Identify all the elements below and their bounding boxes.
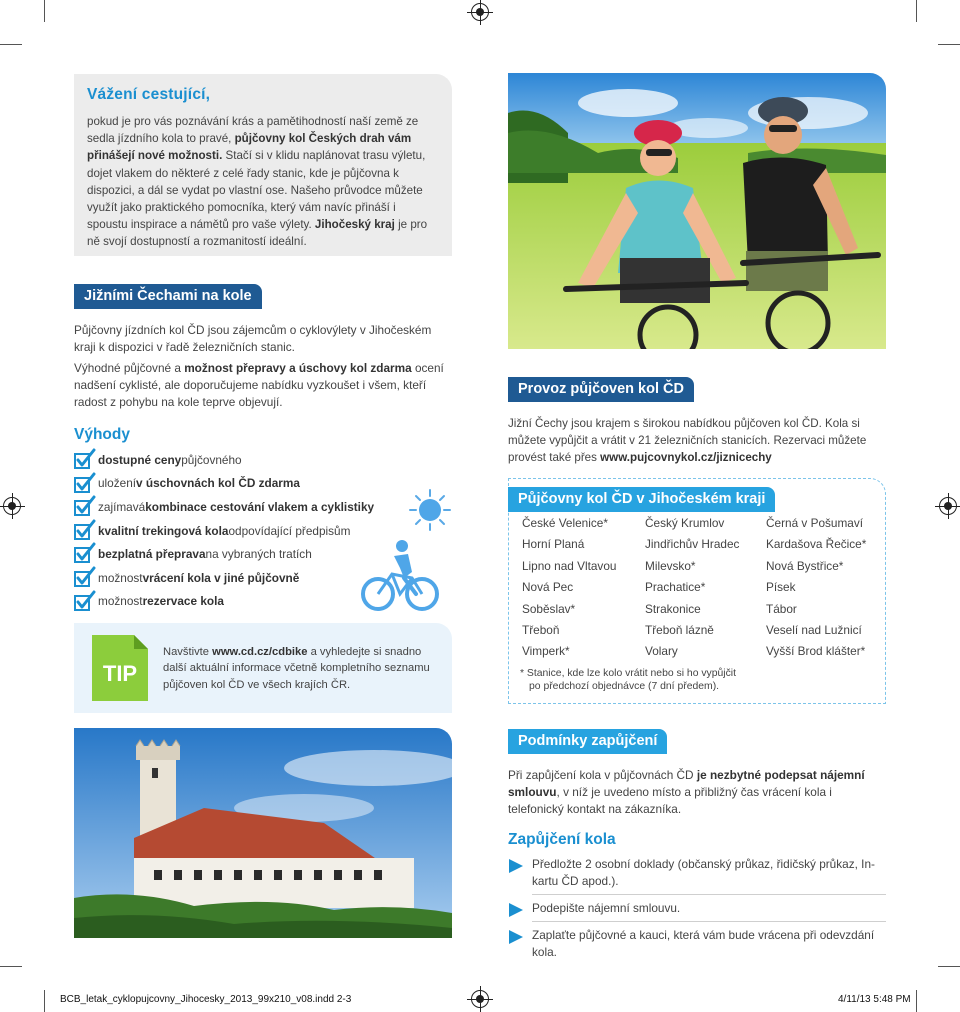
section-tag-operation: Provoz půjčoven kol ČD [508, 377, 694, 402]
crop-mark [0, 966, 22, 967]
castle-photo [74, 728, 452, 938]
tip-icon [92, 635, 148, 701]
benefit-item: možnost vrácení kola v jiné půjčovně [74, 566, 404, 590]
registration-mark [471, 3, 489, 21]
checkmark-icon [74, 590, 96, 612]
registration-mark [939, 497, 957, 515]
registration-mark [3, 497, 21, 515]
checkmark-icon [74, 566, 96, 588]
benefit-item: dostupné ceny půjčovného [74, 448, 404, 472]
rental-station: Horní Planá [522, 537, 585, 552]
section-tag-rentals: Půjčovny kol ČD v Jihočeském kraji [508, 487, 775, 512]
rental-station: Nová Pec [522, 580, 574, 595]
rental-station: Milevsko* [645, 558, 696, 573]
castle-illustration [74, 728, 452, 938]
section1-para2: Výhodné půjčovné a možnost přepravy a úschovy kol zdarma ocení nadšení cyklisté, ale doporučujeme nabídku vyzkoušet i všem, kteří radost z pohybu na kole teprve objevují. [74, 361, 444, 409]
reservation-link[interactable]: www.pujcovnykol.cz/jiznicechy [600, 451, 772, 464]
rental-station: Třeboň lázně [645, 623, 714, 637]
rental-station: Jindřichův Hradec [645, 537, 740, 552]
divider [532, 894, 886, 895]
cyclists-illustration [508, 73, 886, 349]
rental-station: Nová Bystřice* [766, 558, 844, 573]
footer-filename: BCB_letak_cyklopujcovny_Jihocesky_2013_99x210_v08.indd 2-3 [60, 994, 352, 1005]
section1-para1: Půjčovny jízdních kol ČD jsou zájemcům o cyklovýlety v Jihočeském kraji k dispozici v řadě železničních stanic. [74, 323, 432, 354]
rental-station: Prachatice* [645, 580, 706, 595]
greeting-text: pokud je pro vás poznávání krás a pamětihodností naší země ze sedla jízdního kola to pravé, půjčovny kol Českých drah vám přinášejí nové možnosti. Stačí si v klidu naplánovat trasu výletu, dojet vlakem do některé z celé řady stanic, kde je půjčovna k dispozici, a dál se vydat po vlastní ose. Našeho průvodce můžete využít jako praktického pomocníka, který vám navíc přináší i spoustu inspirace a námětů pro vaše výlety. Jihočeský kraj je pro ně svojí dostupností a rozmanitostí ideální. [87, 115, 428, 249]
cyclist-icon [360, 538, 440, 614]
benefit-item: možnost rezervace kola [74, 590, 404, 614]
cyclists-photo [508, 73, 886, 349]
benefit-item: bezplatná přeprava na vybraných tratích [74, 542, 404, 566]
rentals-note: * Stanice, kde lze kolo vrátit nebo si ho vypůjčit po předchozí objednávce (7 dní předem). [520, 668, 737, 692]
rental-station: Černá v Pošumaví [766, 516, 864, 530]
borrow-step: Zaplaťte půjčovné a kauci, která vám bude vrácena při odevzdání kola. [508, 927, 886, 961]
divider [532, 921, 886, 922]
borrow-step: Podepište nájemní smlouvu. [508, 900, 886, 917]
footer-date: 4/11/13 5:48 PM [838, 994, 911, 1005]
sun-icon [408, 488, 452, 532]
tip-link[interactable]: www.cd.cz/cdbike [212, 646, 308, 658]
greeting-box [74, 74, 452, 256]
arrow-right-icon [508, 858, 524, 874]
benefits-title: Výhody [74, 426, 130, 443]
rental-station: Český Krumlov [645, 516, 725, 530]
tip-icon-label: TIP [102, 661, 138, 686]
rental-station: Tábor [766, 601, 797, 616]
rental-station: Vimperk* [522, 644, 570, 659]
rental-station: Kardašova Řečice* [766, 537, 867, 552]
borrow-step: Předložte 2 osobní doklady (občanský průkaz, řidičský průkaz, In-kartu ČD apod.). [508, 856, 886, 890]
checkmark-icon [74, 519, 96, 541]
rental-station: Volary [645, 644, 678, 659]
rental-station: Soběslav* [522, 601, 576, 616]
rental-station: České Velenice* [522, 516, 608, 530]
rental-station: Písek [766, 580, 796, 595]
rental-station: Strakonice [645, 601, 701, 616]
rental-station: Třeboň [522, 623, 560, 637]
tip-box [74, 623, 452, 713]
registration-mark [471, 990, 489, 1008]
crop-mark [916, 990, 917, 1012]
arrow-right-icon [508, 929, 524, 945]
checkmark-icon [74, 472, 96, 494]
crop-mark [916, 0, 917, 22]
operation-text: Jižní Čechy jsou krajem s širokou nabídkou půjčoven kol ČD. Kola si můžete vypůjčit a vrátit v 21 železničních stanicích. Rezervaci můžete provést také přes www.pujcovnykol.cz/jiznicechy [508, 417, 867, 464]
borrow-steps [508, 856, 886, 961]
section-tag-south-bohemia: Jižními Čechami na kole [74, 284, 262, 309]
arrow-right-icon [508, 902, 524, 918]
benefit-item: uložení v úschovnách kol ČD zdarma [74, 472, 404, 496]
crop-mark [938, 966, 960, 967]
crop-mark [938, 44, 960, 45]
greeting-title: Vážení cestující, [87, 86, 211, 103]
checkmark-icon [74, 542, 96, 564]
benefit-item: zajímavá kombinace cestování vlakem a cyklistiky [74, 495, 404, 519]
conditions-text: Při zapůjčení kola v půjčovnách ČD je nezbytné podepsat nájemní smlouvu, v níž je uvedeno místo a přibližný čas vrácení kola i telefonický kontakt na zákazníka. [508, 768, 865, 816]
crop-mark [0, 44, 22, 45]
checkmark-icon [74, 448, 96, 470]
rental-station: Vyšší Brod klášter* [766, 644, 866, 659]
tip-text: Navštivte www.cd.cz/cdbike a vyhledejte si snadno další aktuální informace včetně kompletního seznamu půjčoven kol ČD ve všech krajích ČR. [163, 646, 430, 691]
crop-mark [44, 990, 45, 1012]
crop-mark [44, 0, 45, 22]
checkmark-icon [74, 495, 96, 517]
rental-station: Veselí nad Lužnicí [766, 623, 862, 637]
section-tag-conditions: Podmínky zapůjčení [508, 729, 667, 754]
borrow-title: Zapůjčení kola [508, 831, 616, 848]
rental-station: Lipno nad Vltavou [522, 558, 617, 573]
benefits-list [74, 448, 404, 613]
benefit-item: kvalitní trekingová kola odpovídající předpisům [74, 519, 404, 543]
